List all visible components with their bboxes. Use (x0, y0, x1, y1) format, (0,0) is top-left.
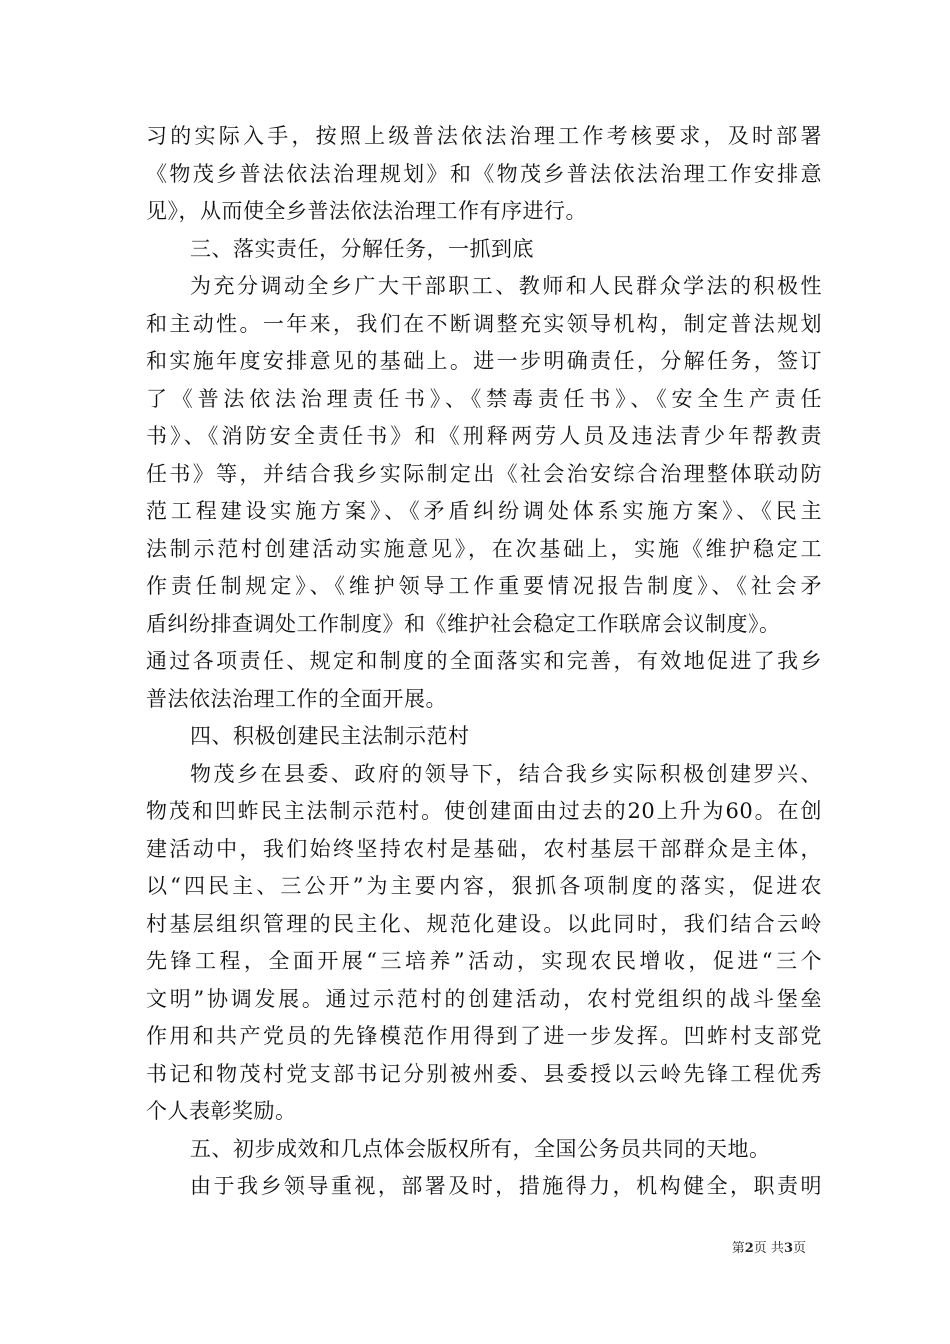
paragraph-line: 书》、《消防安全责任书》和《刑释两劳人员及违法青少年帮教责 (146, 424, 822, 448)
paragraph-line: 和主动性。一年来，我们在不断调整充实领导机构，制定普法规划 (146, 311, 822, 336)
paragraph-line: 物茂和凹蚱民主法制示范村。使创建面由过去的20上升为60。在创 (146, 799, 822, 823)
paragraph-line: 任书》等，并结合我乡实际制定出《社会治安综合治理整体联动防 (146, 461, 822, 486)
current-page-number: 2 (744, 1241, 754, 1256)
paragraph-line: 村基层组织管理的民主化、规范化建设。以此同时，我们结合云岭 (146, 911, 822, 936)
paragraph-line: 由于我乡领导重视，部署及时，措施得力，机构健全，职责明 (190, 1174, 822, 1198)
section-heading-4: 四、积极创建民主法制示范村 (190, 724, 470, 748)
paragraph-line: 《物茂乡普法依法治理规划》和《物茂乡普法依法治理工作安排意 (146, 161, 822, 186)
paragraph-line: 为充分调动全乡广大干部职工、教师和人民群众学法的积极性 (190, 274, 822, 298)
paragraph-line: 以“四民主、三公开”为主要内容，狠抓各项制度的落实，促进农 (146, 874, 822, 898)
paragraph-line: 作责任制规定》、《维护领导工作重要情况报告制度》、《社会矛 (146, 574, 822, 598)
document-body (146, 118, 822, 1206)
paragraph-line: 和实施年度安排意见的基础上。进一步明确责任，分解任务，签订 (146, 349, 822, 373)
paragraph-line: 物茂乡在县委、政府的领导下，结合我乡实际积极创建罗兴、 (190, 761, 822, 786)
total-page-number: 3 (783, 1241, 793, 1256)
footer-middle: 页 共 (753, 1241, 784, 1256)
footer-suffix: 页 (792, 1241, 806, 1256)
paragraph-line: 范工程建设实施方案》、《矛盾纠纷调处体系实施方案》、《民主 (146, 499, 822, 523)
footer-prefix: 第 (731, 1241, 745, 1256)
paragraph-line: 见》，从而使全乡普法依法治理工作有序进行。 (146, 199, 587, 223)
paragraph-line: 普法依法治理工作的全面开展。 (146, 686, 447, 711)
paragraph-line: 习的实际入手，按照上级普法依法治理工作考核要求，及时部署 (146, 124, 822, 148)
paragraph-line: 作用和共产党员的先锋模范作用得到了进一步发挥。凹蚱村支部党 (146, 1024, 822, 1048)
paragraph-line: 书记和物茂村党支部书记分别被州委、县委授以云岭先锋工程优秀 (146, 1061, 822, 1086)
paragraph-line: 建活动中，我们始终坚持农村是基础，农村基层干部群众是主体， (146, 836, 822, 861)
paragraph-line: 文明”协调发展。通过示范村的创建活动，农村党组织的战斗堡垒 (146, 986, 822, 1011)
page-footer (732, 1240, 806, 1258)
paragraph-line: 盾纠纷排查调处工作制度》和《维护社会稳定工作联席会议制度》。 (146, 611, 781, 636)
paragraph-line: 先锋工程，全面开展“三培养”活动，实现农民增收，促进“三个 (146, 949, 822, 973)
section-heading-5: 五、初步成效和几点体会版权所有，全国公务员共同的天地。 (190, 1136, 771, 1161)
paragraph-line: 个人表彰奖励。 (146, 1099, 297, 1123)
paragraph-line: 法制示范村创建活动实施意见》，在次基础上，实施《维护稳定工 (146, 536, 822, 561)
paragraph-line: 了《普法依法治理责任书》、《禁毒责任书》、《安全生产责任 (146, 386, 822, 411)
section-heading-3: 三、落实责任，分解任务，一抓到底 (190, 236, 534, 261)
paragraph-line: 通过各项责任、规定和制度的全面落实和完善，有效地促进了我乡 (146, 649, 822, 673)
